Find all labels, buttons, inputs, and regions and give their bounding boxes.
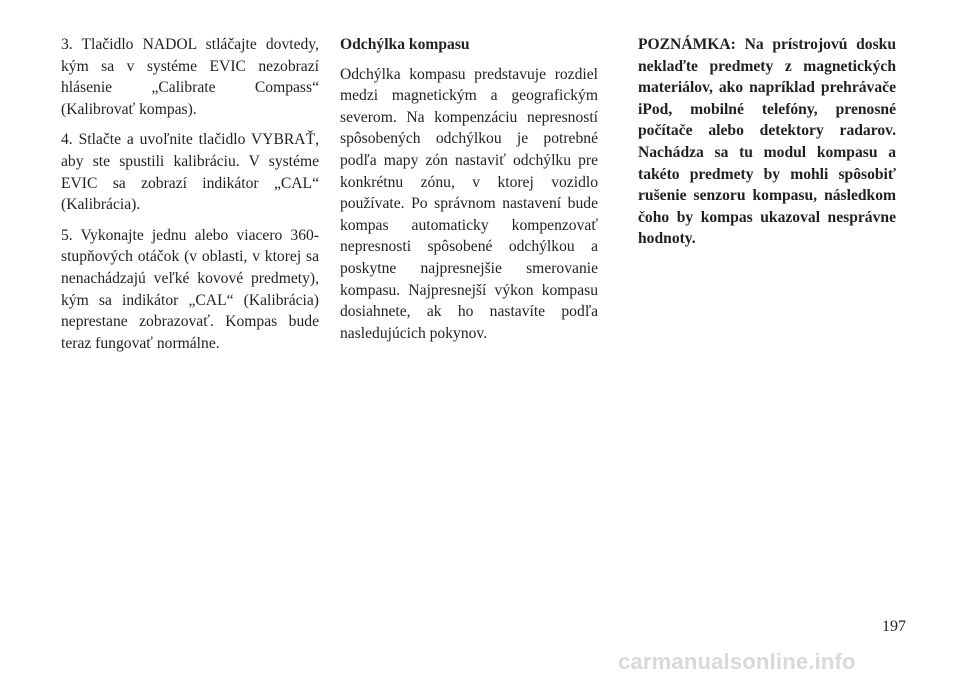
left-column xyxy=(61,34,319,363)
compass-variance-paragraph: Odchýlka kompasu predstavuje rozdiel medzi magnetickým a geografickým severom. Na kompenzáciu nepresností spôsobených odchýlkou je potrebné podľa mapy zón nastaviť odchýlku pre konkrétnu zónu, v ktorej vozidlo používate. Po správnom nastavení bude kompas automaticky kompenzovať nepresnosti spôsobené odchýlkou a poskytne najpresnejšie smerovanie kompasu. Najpresnejší výkon kompasu dosiahnete, ak ho nastavíte podľa nasledujúcich pokynov. xyxy=(340,65,598,342)
watermark: carmanualsonline.info xyxy=(618,650,856,674)
section-heading: Odchýlka kompasu xyxy=(340,36,470,53)
step-5-paragraph: 5. Vykonajte jednu alebo viacero 360-stupňových otáčok (v oblasti, v ktorej sa nenachádzajú veľké kovové predmety), kým sa indikátor „CAL“ (Kalibrácia) neprestane zobrazovať. Kompas bude teraz fungovať normálne. xyxy=(61,226,319,352)
right-column xyxy=(638,34,896,259)
note-paragraph: POZNÁMKA: Na prístrojovú dosku neklaďte predmety z magnetických materiálov, ako napríklad prehrávače iPod, mobilné telefóny, prenosné počítače alebo detektory radarov. Nachádza sa tu modul kompasu a takéto predmety by mohli spôsobiť rušenie senzoru kompasu, následkom čoho by kompas ukazoval nesprávne hodnoty. xyxy=(638,36,896,248)
step-3-paragraph: 3. Tlačidlo NADOL stláčajte dovtedy, kým sa v systéme EVIC nezobrazí hlásenie „Calibrate Compass“ (Kalibrovať kompas). xyxy=(61,36,319,118)
middle-column xyxy=(340,34,598,353)
step-4-paragraph: 4. Stlačte a uvoľnite tlačidlo VYBRAŤ, aby ste spustili kalibráciu. V systéme EVIC sa zobrazí indikátor „CAL“ (Kalibrácia). xyxy=(61,131,319,214)
page-number: 197 xyxy=(882,618,906,635)
